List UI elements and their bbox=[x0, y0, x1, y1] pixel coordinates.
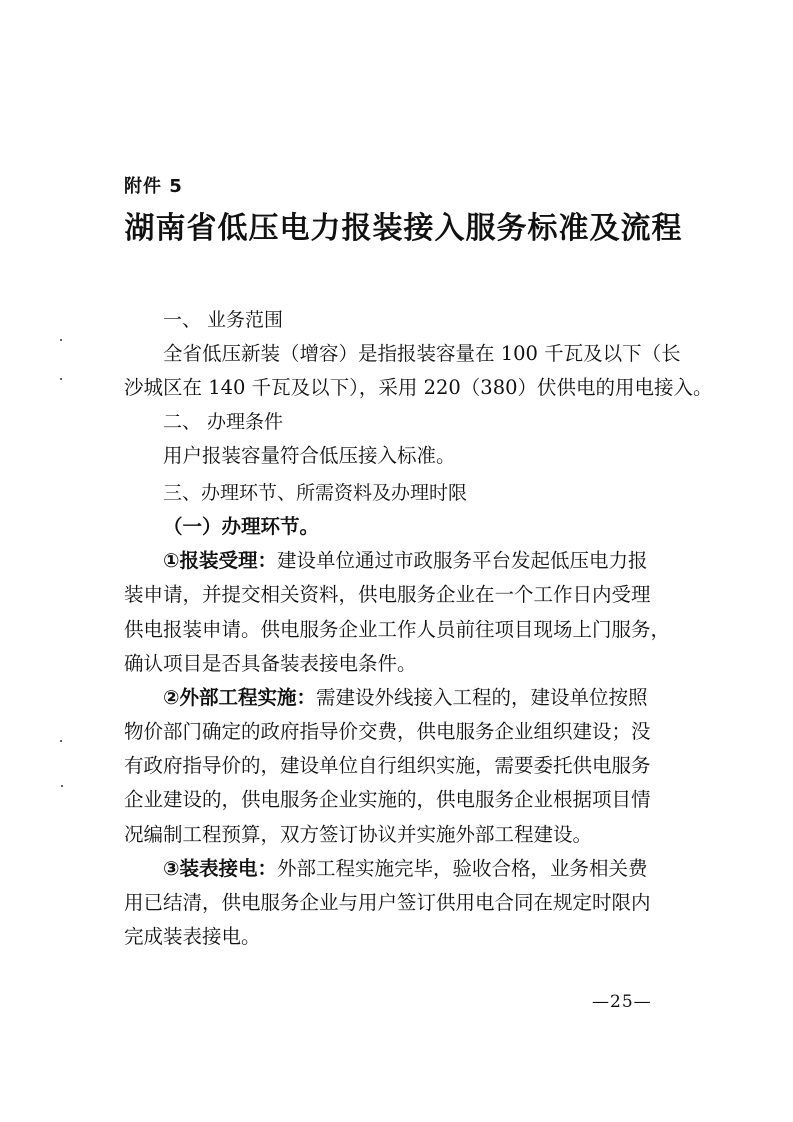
page-number: —25— bbox=[592, 992, 652, 1012]
scan-speck bbox=[60, 740, 62, 742]
paragraph-line: 沙城区在 140 千瓦及以下），采用 220（380）伏供电的用电接入。 bbox=[124, 376, 713, 399]
scan-speck bbox=[60, 339, 62, 341]
paragraph-line: 供电报装申请。供电服务企业工作人员前往项目现场上门服务， bbox=[124, 618, 671, 641]
paragraph-line: 确认项目是否具备装表接电条件。 bbox=[124, 652, 417, 675]
subsection-heading: （一）办理环节。 bbox=[163, 515, 320, 538]
step-2-first-line bbox=[163, 685, 733, 711]
paragraph-line: 完成装表接电。 bbox=[124, 925, 261, 948]
paragraph-line: 况编制工程预算，双方签订协议并实施外部工程建设。 bbox=[124, 823, 593, 846]
paragraph-line: 物价部门确定的政府指导价交费，供电服务企业组织建设；没 bbox=[124, 720, 651, 743]
step-1-first-line bbox=[163, 548, 733, 574]
step-3-text: 外部工程实施完毕，验收合格，业务相关费 bbox=[277, 857, 648, 880]
step-1-label: ①报装受理： bbox=[163, 549, 278, 572]
step-3-first-line bbox=[163, 856, 733, 882]
paragraph-line: 用已结清，供电服务企业与用户签订供用电合同在规定时限内 bbox=[124, 891, 651, 914]
paragraph-line: 全省低压新装（增容）是指报装容量在 100 千瓦及以下（长 bbox=[163, 342, 681, 365]
attachment-label: 附件 5 bbox=[124, 176, 183, 197]
section-heading-process: 三、办理环节、所需资料及办理时限 bbox=[163, 482, 468, 504]
step-1-text: 建设单位通过市政服务平台发起低压电力报 bbox=[277, 549, 648, 572]
step-2-label: ②外部工程实施： bbox=[163, 686, 317, 709]
section-heading-scope: 一、 业务范围 bbox=[163, 309, 284, 331]
paragraph-line: 装申请，并提交相关资料，供电服务企业在一个工作日内受理 bbox=[124, 583, 651, 606]
section-heading-conditions: 二、 办理条件 bbox=[163, 411, 284, 433]
paragraph-line: 有政府指导价的，建设单位自行组织实施，需要委托供电服务 bbox=[124, 754, 651, 777]
scan-speck bbox=[60, 378, 62, 380]
step-2-text: 需建设外线接入工程的，建设单位按照 bbox=[316, 686, 648, 709]
scan-speck bbox=[61, 785, 63, 787]
paragraph-line: 企业建设的，供电服务企业实施的，供电服务企业根据项目情 bbox=[124, 788, 651, 811]
paragraph-line: 用户报装容量符合低压接入标准。 bbox=[163, 444, 456, 467]
step-3-label: ③装表接电： bbox=[163, 857, 278, 880]
document-title: 湖南省低压电力报装接入服务标准及流程 bbox=[124, 211, 683, 246]
